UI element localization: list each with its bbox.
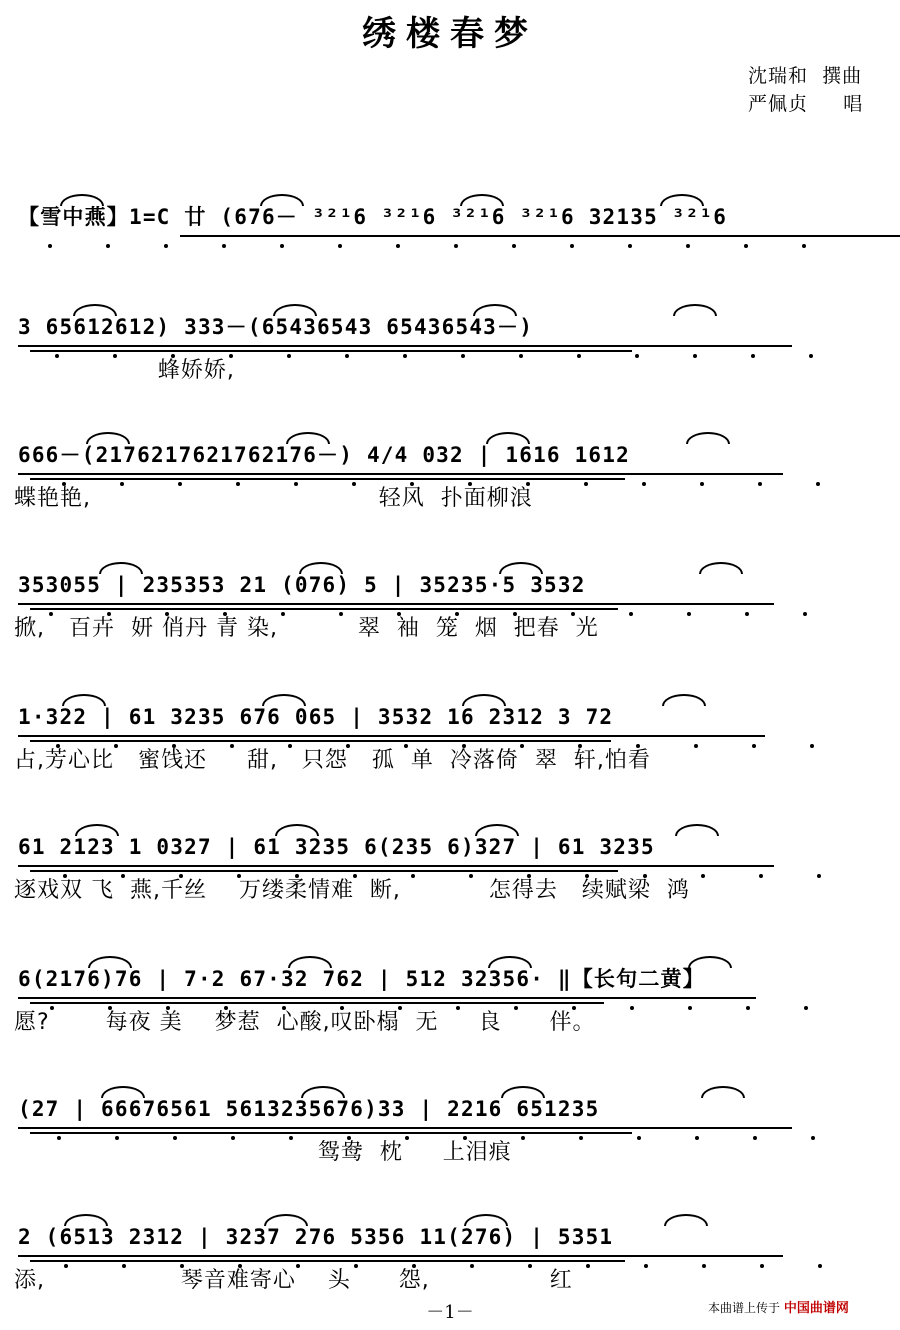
notation-row: 2 (6513 2312 | 3237 276 5356 11(276) | 5351 [18, 1225, 614, 1249]
beam-line [18, 345, 792, 347]
slur-arc [475, 824, 519, 836]
slur-arc [75, 824, 119, 836]
score-line [0, 1092, 900, 1202]
octave-dot [802, 244, 806, 248]
score-line [0, 962, 900, 1072]
upload-text: 本曲谱上传于 [708, 1301, 781, 1315]
lyrics-row: 愿? 每夜 美 梦惹 心酸,叹卧榻 无 良 伴。 [14, 1010, 596, 1035]
octave-dot [164, 244, 168, 248]
score-line [0, 438, 900, 548]
lyrics-row: 蝶艳艳, 轻风 扑面柳浪 [14, 486, 533, 511]
notation-row: 6(2176)76 | 7·2 67·32 762 | 512 32356· ‖【长句二黄】 [18, 967, 705, 991]
slur-arc [286, 432, 330, 444]
page-title: 绣楼春梦 [362, 14, 538, 54]
notation-row: 61 2123 1 0327 | 61 3235 6(235 6)327 | 61 3235 [18, 835, 655, 859]
notation-row: 3 65612612) 333－(65436543 65436543－) [18, 315, 534, 339]
beam-line [18, 603, 774, 605]
slur-arc [60, 194, 104, 206]
beam-line [30, 478, 625, 480]
beam-line [30, 740, 611, 742]
octave-dot [454, 244, 458, 248]
slur-arc [701, 1086, 745, 1098]
slur-arc [699, 562, 743, 574]
lyrics-row: 掀, 百卉 妍 俏丹 青 染, 翠 袖 笼 烟 把春 光 [14, 616, 599, 641]
octave-dot [338, 244, 342, 248]
score-line [0, 700, 900, 810]
beam-line [18, 735, 765, 737]
slur-arc [101, 1086, 145, 1098]
beam-line [30, 350, 632, 352]
beam-line [18, 1127, 792, 1129]
slur-arc [462, 694, 506, 706]
notation-row: (27 | 66676561 5613235676)33 | 2216 651235 [18, 1097, 600, 1121]
slur-arc [501, 1086, 545, 1098]
octave-dot [628, 244, 632, 248]
beam-line [180, 235, 900, 237]
beam-line [18, 1255, 783, 1257]
slur-arc [262, 694, 306, 706]
octave-dot [744, 244, 748, 248]
slur-arc [99, 562, 143, 574]
footer [708, 1297, 849, 1316]
notation-row: 666－(2176217621762176－) 4/4 032 | 1616 1612 [18, 443, 630, 467]
composer-credit: 沈瑞和 撰曲 [748, 65, 863, 87]
beam-line [30, 1260, 625, 1262]
slur-arc [260, 194, 304, 206]
slur-arc [486, 432, 530, 444]
slur-arc [660, 194, 704, 206]
slur-arc [299, 562, 343, 574]
page-number: －1－ [426, 1302, 474, 1323]
lyrics-row: 占,芳心比 蜜饯还 甜, 只怨 孤 单 冷落倚 翠 轩,怕看 [14, 748, 651, 773]
slur-arc [64, 1214, 108, 1226]
notation-row: 【雪中燕】1=C 廿 (676－ ³²¹6 ³²¹6 ³²¹6 ³²¹6 32135 ³²¹6 [18, 205, 728, 229]
lyrics-row: 鸳鸯 枕 上泪痕 [14, 1140, 512, 1165]
octave-dot [280, 244, 284, 248]
singer-credit: 严佩贞 唱 [748, 93, 864, 115]
slur-arc [464, 1214, 508, 1226]
slur-arc [275, 824, 319, 836]
octave-dot [570, 244, 574, 248]
slur-arc [675, 824, 719, 836]
slur-arc [62, 694, 106, 706]
octave-dot [686, 244, 690, 248]
beam-line [18, 865, 774, 867]
lyrics-row: 蜂娇娇, [14, 358, 235, 383]
slur-arc [664, 1214, 708, 1226]
beam-line [30, 1002, 604, 1004]
octave-dot [396, 244, 400, 248]
slur-arc [86, 432, 130, 444]
lyrics-row: 添, 琴音难寄心 头 怨, 红 [14, 1268, 573, 1293]
slur-arc [499, 562, 543, 574]
beam-line [30, 608, 618, 610]
slur-arc [686, 432, 730, 444]
credits [748, 62, 863, 118]
score-line [0, 310, 900, 420]
slur-arc [662, 694, 706, 706]
site-logo: 中国曲谱网 [783, 1301, 849, 1316]
score-line [0, 568, 900, 678]
notation-row: 1·322 | 61 3235 676 065 | 3532 16 2312 3 72 [18, 705, 614, 729]
slur-arc [88, 956, 132, 968]
score-line [0, 200, 900, 310]
lyrics-row: 逐戏双 飞 燕,千丝 万缕柔情难 断, 怎得去 续赋梁 鸿 [14, 878, 690, 903]
octave-dot [512, 244, 516, 248]
beam-line [18, 997, 756, 999]
octave-dot [48, 244, 52, 248]
slur-arc [688, 956, 732, 968]
slur-arc [264, 1214, 308, 1226]
slur-arc [301, 1086, 345, 1098]
score-line [0, 830, 900, 940]
notation-row: 353055 | 235353 21 (076) 5 | 35235·5 3532 [18, 573, 586, 597]
beam-line [30, 1132, 632, 1134]
beam-line [30, 870, 618, 872]
slur-arc [460, 194, 504, 206]
beam-line [18, 473, 783, 475]
slur-arc [488, 956, 532, 968]
octave-dot [106, 244, 110, 248]
octave-dot [222, 244, 226, 248]
slur-arc [288, 956, 332, 968]
